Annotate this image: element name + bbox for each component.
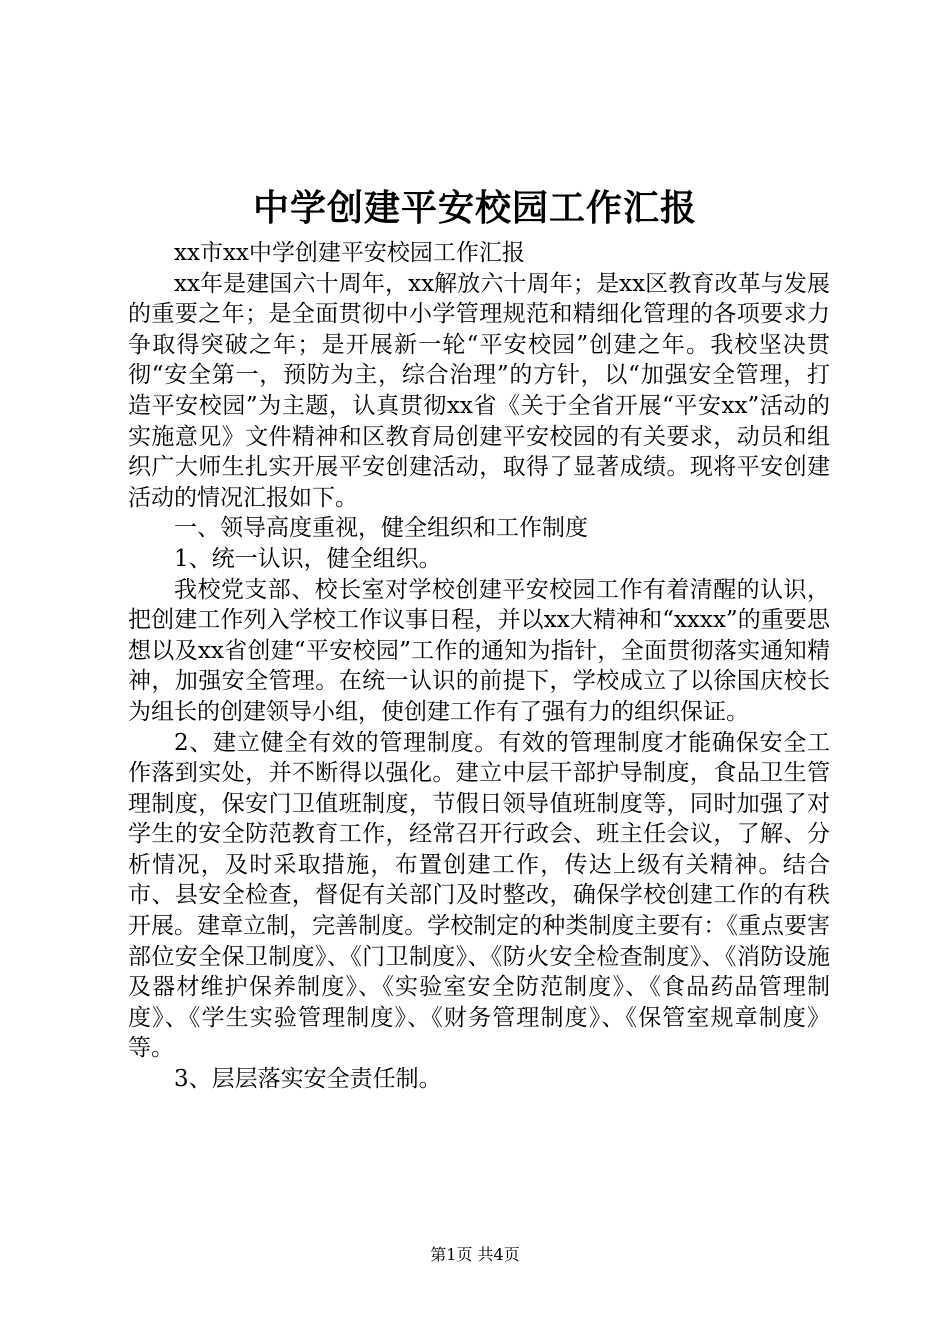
- subsection-heading-1: 1、统一认识，健全组织。: [174, 545, 442, 572]
- document-title: 中学创建平安校园工作汇报: [252, 187, 697, 229]
- page-footer: 第1页 共4页: [430, 1245, 520, 1264]
- paragraph-heading-line: xx市xx中学创建平安校园工作汇报: [174, 240, 525, 266]
- subsection-heading-3: 3、层层落实安全责任制。: [174, 1066, 442, 1093]
- document-body: [128, 238, 830, 1095]
- section-heading-1: 一、领导高度重视，健全组织和工作制度: [174, 515, 588, 542]
- paragraph-organization: 我校党支部、校长室对学校创建平安校园工作有着清醒的认识，把创建工作列入学校工作议事日程，并以xx大精神和“xxxx”的重要思想以及xx省创建“平安校园”工作的通知为指针，全面贯彻落实通知精神，加强安全管理。在统一认识的前提下，学校成立了以徐国庆校长为组长的创建领导小组，使创建工作有了强有力的组织保证。: [128, 576, 830, 725]
- paragraph-intro: xx年是建国六十周年，xx解放六十周年；是xx区教育改革与发展的重要之年；是全面贯彻中小学管理规范和精细化管理的各项要求力争取得突破之年；是开展新一轮“平安校园”创建之年。我校坚决贯彻“安全第一，预防为主，综合治理”的方针，以“加强安全管理，打造平安校园”为主题，认真贯彻xx省《关于全省开展“平安xx”活动的实施意见》文件精神和区教育局创建平安校园的有关要求，动员和组织广大师生扎实开展平安创建活动，取得了显著成绩。现将平安创建活动的情况汇报如下。: [128, 270, 830, 511]
- paragraph-management-system: 2、建立健全有效的管理制度。有效的管理制度才能确保安全工作落到实处，并不断得以强化。建立中层干部护导制度，食品卫生管理制度，保安门卫值班制度，节假日领导值班制度等，同时加强了对学生的安全防范教育工作，经常召开行政会、班主任会议，了解、分析情况，及时采取措施，布置创建工作，传达上级有关精神。结合市、县安全检查，督促有关部门及时整改，确保学校创建工作的有秩开展。建章立制，完善制度。学校制定的种类制度主要有：《重点要害部位安全保卫制度》、《门卫制度》、《防火安全检查制度》、《消防设施及器材维护保养制度》、《实验室安全防范制度》、《食品药品管理制度》、《学生实验管理制度》、《财务管理制度》、《保管室规章制度》等。: [128, 729, 830, 1062]
